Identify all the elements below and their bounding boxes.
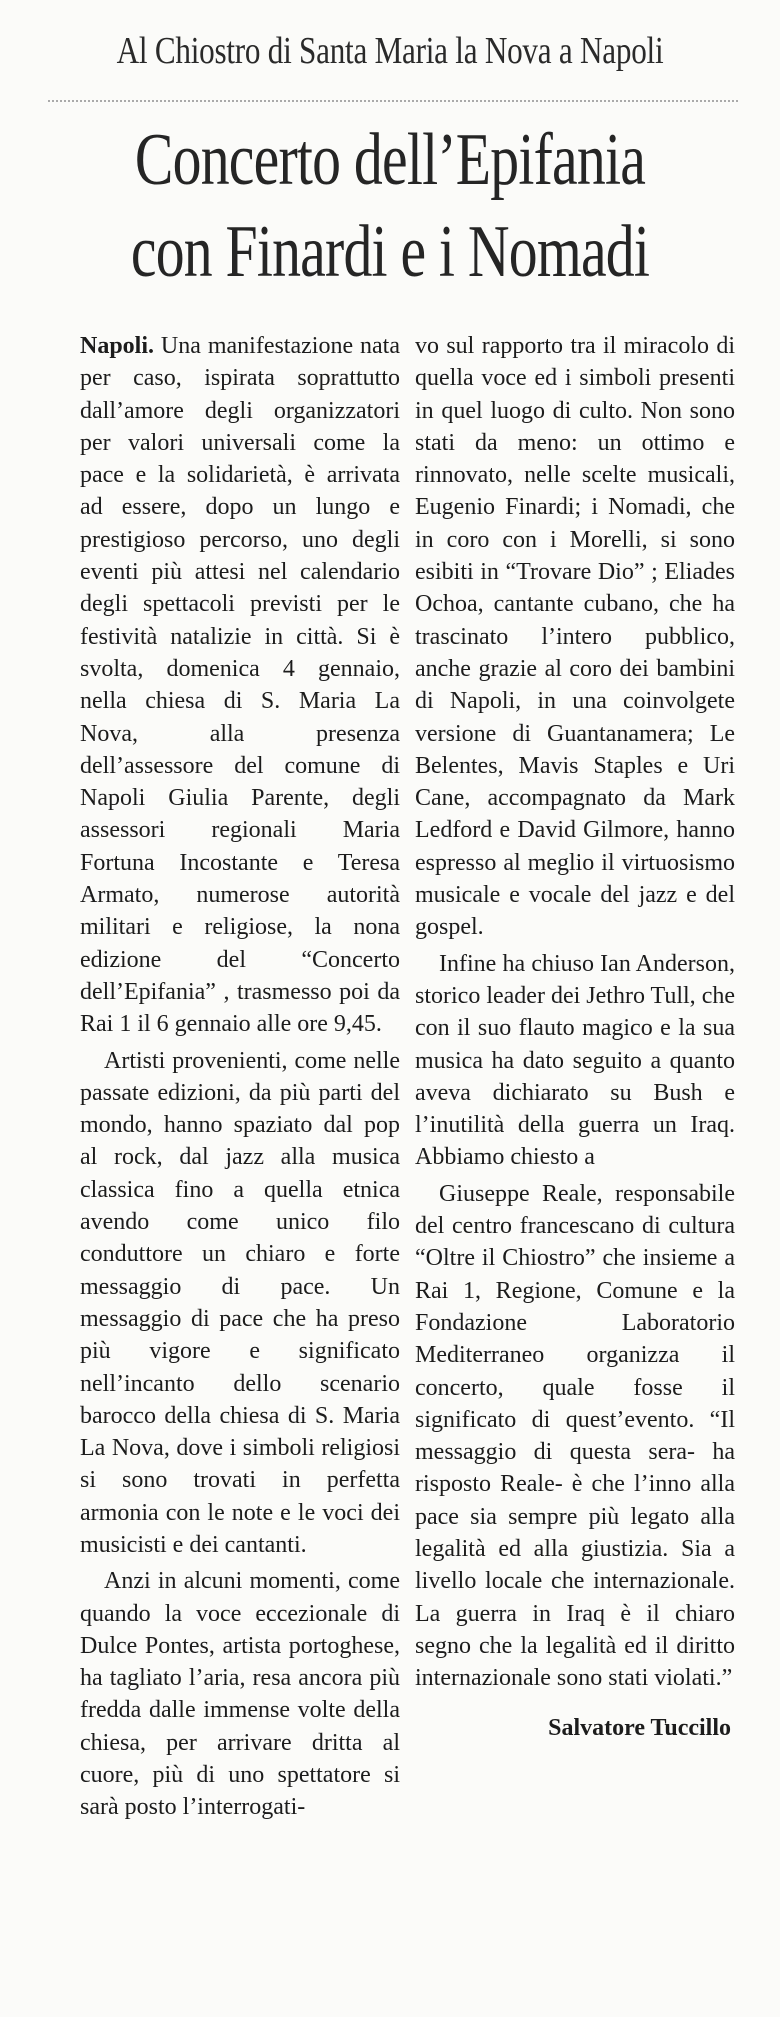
paragraph-intro-text: Una manifestazione nata per caso, ispirata soprattutto dall’amore degli organizzatori per valori universali come la pace e la solidarietà, è arrivata ad essere, dopo un lungo e prestigioso percorso, uno degli eventi più attesi nel calendario degli spettacoli previsti per le festività natalizie in città. Si è svolta, domenica 4 gennaio, nella chiesa di S. Maria La Nova, alla presenza dell’assessore del comune di Napoli Giulia Parente, degli assessori regionali Maria Fortuna Incostante e Teresa Armato, numerose autorità militari e religiose, la nona edizione del “Concerto dell’Epifania” , trasmesso poi da Rai 1 il 6 gennaio alle ore 9,45. (80, 333, 400, 1038)
author-signature: Salvatore Tuccillo (548, 1715, 731, 1742)
article-column-right (415, 330, 735, 1745)
paragraph-dulce-pontes: Anzi in alcuni momenti, come quando la voce eccezionale di Dulce Pontes, artista portoghese, ha tagliato l’aria, resa ancora più fredda dalle immense volte della chiesa, per arrivare dritta al cuore, più di uno spettatore si sarà posto l’interrogati- (80, 1568, 400, 1821)
paragraph-giuseppe-reale: Giuseppe Reale, responsabile del centro francescano di cultura “Oltre il Chiostro” che insieme a Rai 1, Regione, Comune e la Fondazione Laboratorio Mediterraneo organizza il concerto, quale fosse il significato di quest’evento. “Il messaggio di questa sera- ha risposto Reale- è che l’inno alla pace sia sempre più legato alla legalità ed alla giustizia. Sia a livello locale che internazionale. La guerra in Iraq è il chiaro segno che la legalità ed il diritto internazionale sono stati violati.” (415, 1180, 735, 1692)
article-kicker: Al Chiostro di Santa Maria la Nova a Napoli (116, 30, 664, 72)
kicker-divider (48, 100, 738, 102)
article-column-left (80, 330, 400, 1824)
headline-line-2: con Finardi e i Nomadi (130, 211, 650, 293)
paragraph-ian-anderson: Infine ha chiuso Ian Anderson, storico leader dei Jethro Tull, che con il suo flauto magico e la sua musica ha dato seguito a quanto aveva dichiarato su Bush e l’inutilità della guerra un Iraq. Abbiamo chiesto a (415, 950, 735, 1171)
paragraph-artists: Artisti provenienti, come nelle passate edizioni, da più parti del mondo, hanno spaziato dal pop al rock, dal jazz alla musica classica fino a quella etnica avendo come unico filo conduttore un chiaro e forte messaggio di pace. Un messaggio di pace che ha preso più vigore e significato nell’incanto dello scenario barocco della chiesa di S. Maria La Nova, dove i simboli religiosi si sono trovati in perfetta armonia con le note e le voci dei musicisti e dei cantanti. (80, 1047, 400, 1558)
headline-line-1: Concerto dell’Epifania (134, 119, 646, 201)
paragraph-performers: vo sul rapporto tra il miracolo di quella voce ed i simboli presenti in quel luogo di culto. Non sono stati da meno: un ottimo e rinnovato, nelle scelte musicali, Eugenio Finardi; i Nomadi, che in coro con i Morelli, si sono esibiti in “Trovare Dio” ; Eliades Ochoa, cantante cubano, che ha trascinato l’intero pubblico, anche grazie al coro dei bambini di Napoli, in una coinvolgete versione di Guantanamera; Le Belentes, Mavis Staples e Uri Cane, accompagnato da Mark Ledford e David Gilmore, hanno espresso al meglio il virtuosismo musicale e vocale del jazz e del gospel. (415, 333, 735, 941)
dateline: Napoli. (80, 333, 155, 359)
paragraph-intro (80, 330, 400, 1041)
